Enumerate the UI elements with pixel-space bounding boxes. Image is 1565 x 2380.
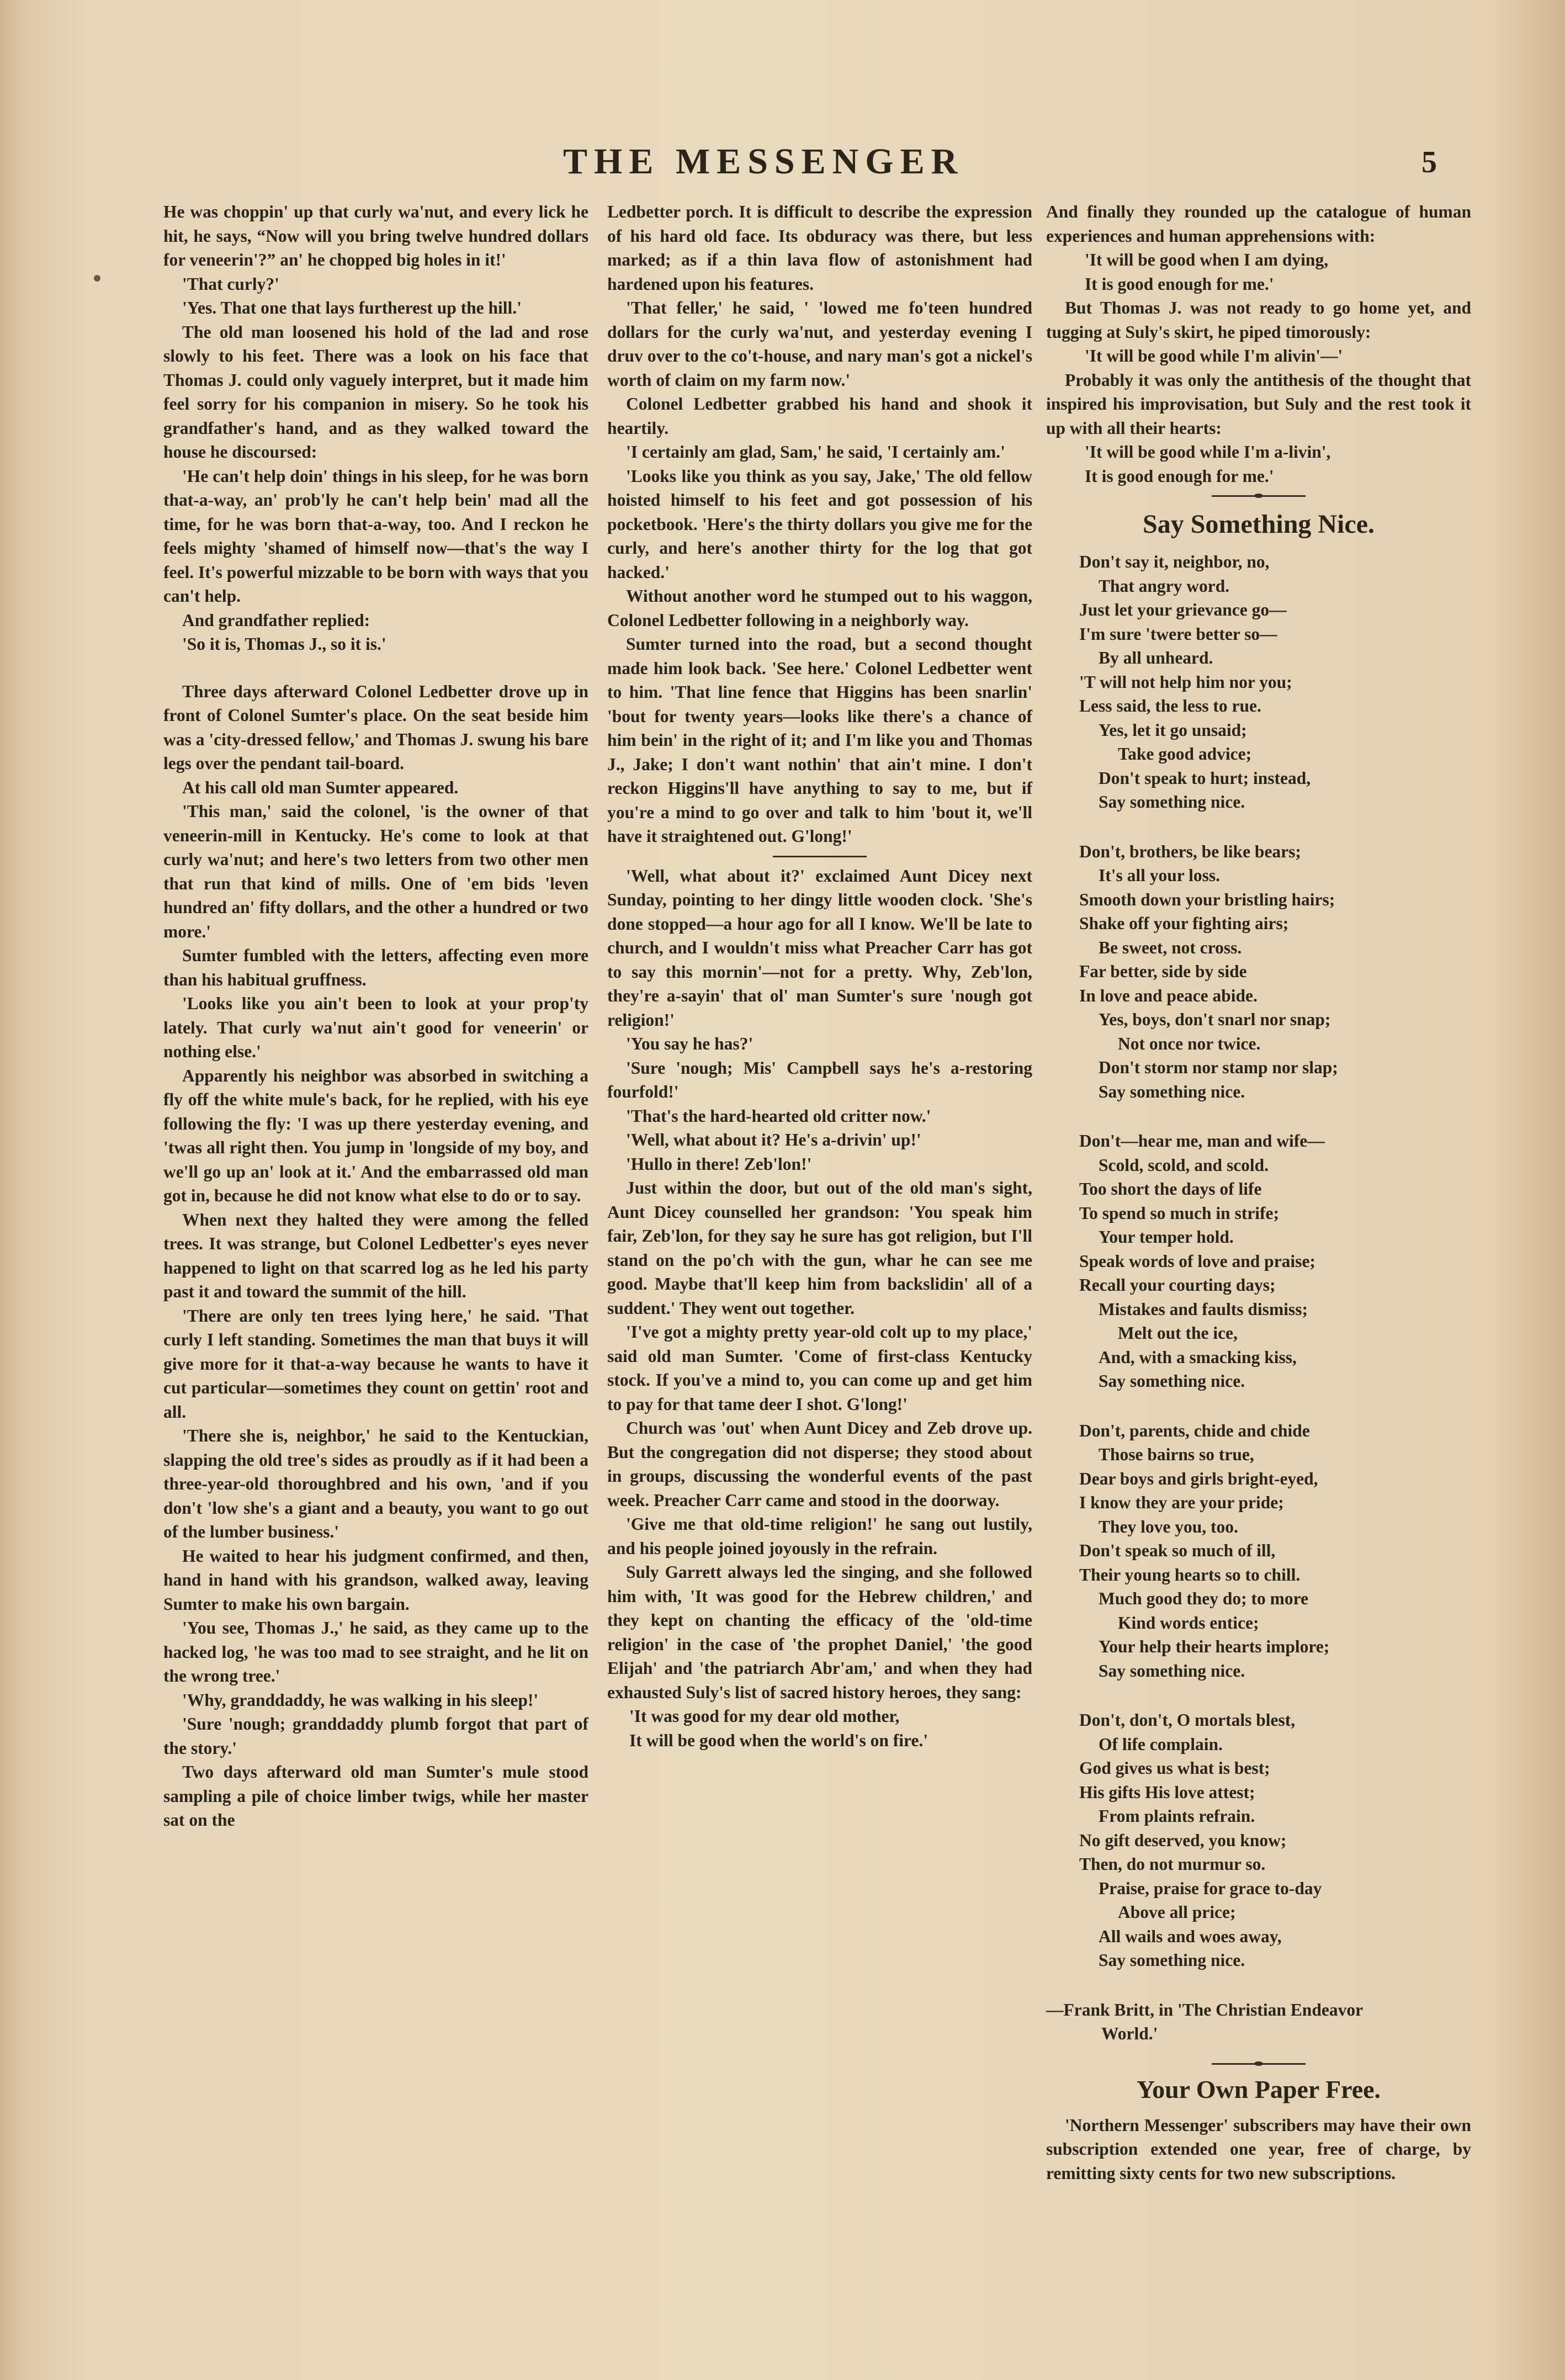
poem-line: Above all price; <box>1118 1902 1236 1922</box>
poem-stanza <box>1046 840 1471 1104</box>
poem-stanza <box>1046 550 1471 814</box>
paragraph: When next they halted they were among the felled trees. It was strange, but Colonel Ledbetter's eyes never happened to light on that scarred log as he led his party past it and toward the summit of the hill. <box>163 1210 588 1301</box>
paragraph: 'Give me that old-time religion!' he sang out lustily, and his people joined joyously in the refrain. <box>607 1514 1032 1558</box>
poem-line: Say something nice. <box>1099 1371 1245 1391</box>
poem-line: Speak words of love and praise; <box>1079 1251 1315 1271</box>
poem-line: 'T will not help him nor you; <box>1079 672 1292 692</box>
paragraph: 'So it is, Thomas J., so it is.' <box>182 634 386 654</box>
poem-line: Don't storm nor stamp nor slap; <box>1099 1058 1338 1077</box>
poem-line: Yes, let it go unsaid; <box>1099 720 1247 740</box>
paper-speck <box>94 275 100 282</box>
paragraph: Sumter fumbled with the letters, affecting even more than his habitual gruffness. <box>163 946 588 989</box>
paragraph: Two days afterward old man Sumter's mule stood sampling a pile of choice limber twigs, while her master sat on the <box>163 1762 588 1830</box>
poem-line: To spend so much in strife; <box>1079 1203 1280 1223</box>
poem-line: Kind words entice; <box>1118 1613 1259 1632</box>
poem-line: Say something nice. <box>1099 792 1245 812</box>
paragraph: 'Well, what about it?' exclaimed Aunt Dicey next Sunday, pointing to her dingy little wooden clock. 'She's done stopped—a hour ago for all I know. We'll be late to church, and I wouldn't miss what Preacher Carr has got to say this mornin'—not for a pretty. Why, Zeb'lon, they're a-sayin' that ol' man Sumter's sure 'nough got religion!' <box>607 866 1032 1030</box>
paragraph: Church was 'out' when Aunt Dicey and Zeb drove up. But the congregation did not disperse; they stood about in groups, discussing the wonderful events of the past week. Preacher Carr came and stood in the doorway. <box>607 1418 1032 1510</box>
poem-line: Don't say it, neighbor, no, <box>1079 552 1270 571</box>
poem-line: Don't speak so much of ill, <box>1079 1541 1276 1560</box>
poem-line: Say something nice. <box>1099 1950 1245 1970</box>
poem-line: That angry word. <box>1099 576 1230 596</box>
poem-line: Say something nice. <box>1099 1082 1245 1101</box>
paragraph: 'That's the hard-hearted old critter now.' <box>626 1106 931 1126</box>
poem-line: They love you, too. <box>1099 1517 1238 1536</box>
song-line: 'It will be good when I am dying, <box>1085 250 1329 269</box>
paragraph: 'Why, granddaddy, he was walking in his sleep!' <box>182 1690 539 1710</box>
song-line: It will be good when the world's on fire.' <box>629 1730 929 1750</box>
paragraph: 'You say he has?' <box>626 1034 754 1053</box>
paragraph: The old man loosened his hold of the lad and rose slowly to his feet. There was a look on his face that Thomas J. could only vaguely interpret, but it made him feel sorry for his companion in misery. So he took his grandfather's hand, and as they walked toward the house he discoursed: <box>163 322 588 462</box>
poem-line: Scold, scold, and scold. <box>1099 1155 1269 1175</box>
poem-line: Your help their hearts implore; <box>1099 1637 1330 1656</box>
paragraph: 'I've got a mighty pretty year-old colt up to my place,' said old man Sumter. 'Come of first-class Kentucky stock. If you've a mind to, you can come up and get him to pay for that tame deer I shot. G'long!' <box>607 1322 1032 1414</box>
poem-title: Say Something Nice. <box>1143 510 1375 539</box>
poem-line: Your temper hold. <box>1099 1227 1234 1247</box>
paragraph: 'That feller,' he said, ' 'lowed me fo'teen hundred dollars for the curly wa'nut, and yesterday evening I druv over to the co't-house, and nary man's got a nickel's worth of claim on my farm now.' <box>607 298 1032 390</box>
poem-line: Of life complain. <box>1099 1734 1223 1754</box>
poem-line: Dear boys and girls bright-eyed, <box>1079 1469 1318 1488</box>
paragraph: Apparently his neighbor was absorbed in switching a fly off the white mule's back, for he replied, with his eye following the fly: 'I was up there yesterday evening, and 'twas all right then. You jump in 'longside of my boy, and we'll go up an' look at it.' And the embarrassed old man got in, because he did not know what else to do or to say. <box>163 1066 588 1205</box>
paragraph: He waited to hear his judgment confirmed, and then, hand in hand with his grandson, walked away, leaving Sumter to make his own bargain. <box>163 1546 588 1614</box>
poem-line: Far better, side by side <box>1079 962 1247 981</box>
poem-line: Smooth down your bristling hairs; <box>1079 889 1335 909</box>
page-number: 5 <box>1421 145 1437 179</box>
poem-line: Much good they do; to more <box>1099 1589 1309 1608</box>
paragraph: 'Well, what about it? He's a-drivin' up!' <box>626 1130 921 1149</box>
paragraph: 'Hullo in there! Zeb'lon!' <box>626 1154 812 1174</box>
poem-line: Don't, don't, O mortals blest, <box>1079 1710 1296 1730</box>
song-line: It is good enough for me.' <box>1085 466 1274 486</box>
poem-line: From plaints refrain. <box>1099 1806 1255 1826</box>
paragraph: 'You see, Thomas J.,' he said, as they came up to the hacked log, 'he was too mad to see straight, and he lit on the wrong tree.' <box>163 1618 588 1685</box>
section-divider <box>1046 490 1471 501</box>
poem-line: All wails and woes away, <box>1099 1926 1282 1946</box>
song-line: 'It was good for my dear old mother, <box>629 1706 900 1726</box>
paragraph: Ledbetter porch. It is difficult to describe the expression of his hard old face. Its obduracy was there, but less marked; as if a thin lava flow of astonishment had hardened upon his features. <box>607 202 1032 294</box>
poem-line: God gives us what is best; <box>1079 1758 1270 1778</box>
paragraph: Sumter turned into the road, but a second thought made him look back. 'See here.' Colonel Ledbetter went to him. 'That line fence that Higgins has been snarlin' 'bout for twenty years—looks like there's a chance of him bein' in the right of it; and I'm like you and Thomas J., Jake; I don't want nothin' that ain't mine. I don't reckon Higgins'll have anything to say to me, but if you're a mind to go over and talk to him 'bout it, we'll have it straightened out. G'long!' <box>607 634 1032 846</box>
poem-line: Recall your courting days; <box>1079 1275 1276 1295</box>
paragraph: But Thomas J. was not ready to go home yet, and tugging at Suly's skirt, he piped timorously: <box>1046 298 1471 342</box>
paragraph: 'That curly?' <box>182 274 279 294</box>
poem-line: Take good advice; <box>1118 744 1252 764</box>
poem-stanza <box>1046 1129 1471 1393</box>
paragraph: 'I certainly am glad, Sam,' he said, 'I certainly am.' <box>626 442 1005 462</box>
section-divider <box>607 851 1032 862</box>
paragraph: And finally they rounded up the catalogue of human experiences and human apprehensions with: <box>1046 202 1471 246</box>
paragraph: 'Sure 'nough; Mis' Campbell says he's a-restoring fourfold!' <box>607 1058 1032 1101</box>
masthead: THE MESSENGER <box>563 141 964 182</box>
paragraph: 'There she is, neighbor,' he said to the Kentuckian, slapping the old tree's sides as proudly as if it had been a three-year-old thoroughbred and his own, 'and if you don't 'low she's a giant and a beauty, you want to go out of the lumber business.' <box>163 1426 588 1541</box>
paragraph: 'There are only ten trees lying here,' he said. 'That curly I left standing. Sometimes the man that buys it will give more for it that-a-way because he wants to have it cut particular—sometimes they count on gettin' root and all. <box>163 1306 588 1422</box>
column-1 <box>163 200 588 1832</box>
poem-line: Don't, parents, chide and chide <box>1079 1420 1310 1440</box>
paragraph: 'He can't help doin' things in his sleep, for he was born that-a-way, an' prob'ly he can't help bein' mad all the time, for he was born that-a-way, too. And I reckon he feels mighty 'shamed of himself now—that's the way I feel. It's powerful mizzable to be born with ways that you can't help. <box>163 466 588 606</box>
poem-line: His gifts His love attest; <box>1079 1782 1255 1802</box>
poem-line: Not once nor twice. <box>1118 1033 1261 1053</box>
paragraph: He was choppin' up that curly wa'nut, and every lick he hit, he says, “Now will you bring twelve hundred dollars for veneerin'?” an' he chopped big holes in it!' <box>163 202 588 269</box>
paragraph: 'Looks like you think as you say, Jake,' The old fellow hoisted himself to his feet and got possession of his pocketbook. 'Here's the thirty dollars you give me for the curly, and here's another thirty for the log that got hacked.' <box>607 466 1032 582</box>
poem-credit-cont: World.' <box>1101 2024 1158 2043</box>
poem-line: Don't—hear me, man and wife— <box>1079 1131 1325 1151</box>
column-3 <box>1046 200 1471 2185</box>
poem-line: In love and peace abide. <box>1079 985 1258 1005</box>
poem-line: Less said, the less to rue. <box>1079 696 1261 715</box>
paragraph: At his call old man Sumter appeared. <box>182 777 459 797</box>
paragraph: And grandfather replied: <box>182 610 370 630</box>
poem-line: Melt out the ice, <box>1118 1323 1238 1343</box>
poem-line: Yes, boys, don't snarl nor snap; <box>1099 1010 1331 1029</box>
poem-line: Mistakes and faults dismiss; <box>1099 1299 1308 1319</box>
song-line: 'It will be good while I'm alivin'—' <box>1085 346 1343 365</box>
paragraph: Suly Garrett always led the singing, and she followed him with, 'It was good for the Hebrew children,' and they kept on chanting the efficacy of the 'old-time religion' in the case of 'the prophet Daniel,' 'the good Elijah' and 'the patriarch Abr'am,' and when they had exhausted Suly's list of sacred history heroes, they sang: <box>607 1562 1032 1702</box>
paragraph: Three days afterward Colonel Ledbetter drove up in front of Colonel Sumter's place. On the seat beside him was a 'city-dressed fellow,' and Thomas J. swung his bare legs over the pendant tail-board. <box>163 681 588 773</box>
poem-body <box>1046 550 1471 1973</box>
poem-line: I know they are your pride; <box>1079 1493 1284 1512</box>
column-2 <box>607 200 1032 1752</box>
poem-line: Don't, brothers, be like bears; <box>1079 841 1301 861</box>
poem-line: I'm sure 'twere better so— <box>1079 624 1277 644</box>
paragraph: Without another word he stumped out to his waggon, Colonel Ledbetter following in a neighborly way. <box>607 586 1032 630</box>
poem-line: Their young hearts so to chill. <box>1079 1565 1301 1584</box>
poem-line: And, with a smacking kiss, <box>1099 1347 1297 1367</box>
paragraph: 'Looks like you ain't been to look at your prop'ty lately. That curly wa'nut ain't good for veneerin' or nothing else.' <box>163 994 588 1061</box>
notice-body: 'Northern Messenger' subscribers may have their own subscription extended one year, free of charge, by remitting sixty cents for two new subscriptions. <box>1046 2115 1471 2183</box>
song-line: It is good enough for me.' <box>1085 274 1274 294</box>
poem-line: Don't speak to hurt; instead, <box>1099 768 1311 788</box>
poem-stanza <box>1046 1708 1471 1973</box>
poem-line: Then, do not murmur so. <box>1079 1854 1266 1874</box>
poem-line: Shake off your fighting airs; <box>1079 914 1289 933</box>
paragraph: Colonel Ledbetter grabbed his hand and shook it heartily. <box>607 394 1032 438</box>
poem-line: No gift deserved, you know; <box>1079 1830 1287 1850</box>
poem-line: It's all your loss. <box>1099 866 1220 885</box>
paragraph: 'This man,' said the colonel, 'is the owner of that veneerin-mill in Kentucky. He's come to look at that curly wa'nut; and here's two letters from two other men that run that kind of mills. One of 'em bids 'leven hundred an' fifty dollars, and the other a hundred or two more.' <box>163 802 588 941</box>
poem-line: Praise, praise for grace to-day <box>1099 1878 1322 1898</box>
poem-credit: —Frank Britt, in 'The Christian Endeavor <box>1046 2000 1364 2019</box>
section-divider <box>1046 2058 1471 2069</box>
paragraph: 'Yes. That one that lays furtherest up the hill.' <box>182 298 522 317</box>
poem-line: Just let your grievance go— <box>1079 600 1287 619</box>
poem-line: By all unheard. <box>1099 648 1213 667</box>
poem-line: Be sweet, not cross. <box>1099 937 1242 957</box>
poem-line: Those bairns so true, <box>1099 1445 1254 1464</box>
poem-stanza <box>1046 1419 1471 1683</box>
notice-title: Your Own Paper Free. <box>1136 2075 1381 2103</box>
paragraph: Just within the door, but out of the old man's sight, Aunt Dicey counselled her grandson: 'You speak him fair, Zeb'lon, for they say he sure has got religion, but I'll stand on the po'ch with the gun, whar he can see me good. Maybe that'll keep him from backslidin' all of a suddent.' They went out together. <box>607 1178 1032 1318</box>
poem-line: Say something nice. <box>1099 1661 1245 1681</box>
song-line: 'It will be good while I'm a-livin', <box>1085 442 1331 462</box>
poem-line: Too short the days of life <box>1079 1179 1262 1199</box>
paragraph: Probably it was only the antithesis of the thought that inspired his improvisation, but Suly and the rest took it up with all their hearts: <box>1046 370 1471 438</box>
paragraph: 'Sure 'nough; granddaddy plumb forgot that part of the story.' <box>163 1714 588 1758</box>
